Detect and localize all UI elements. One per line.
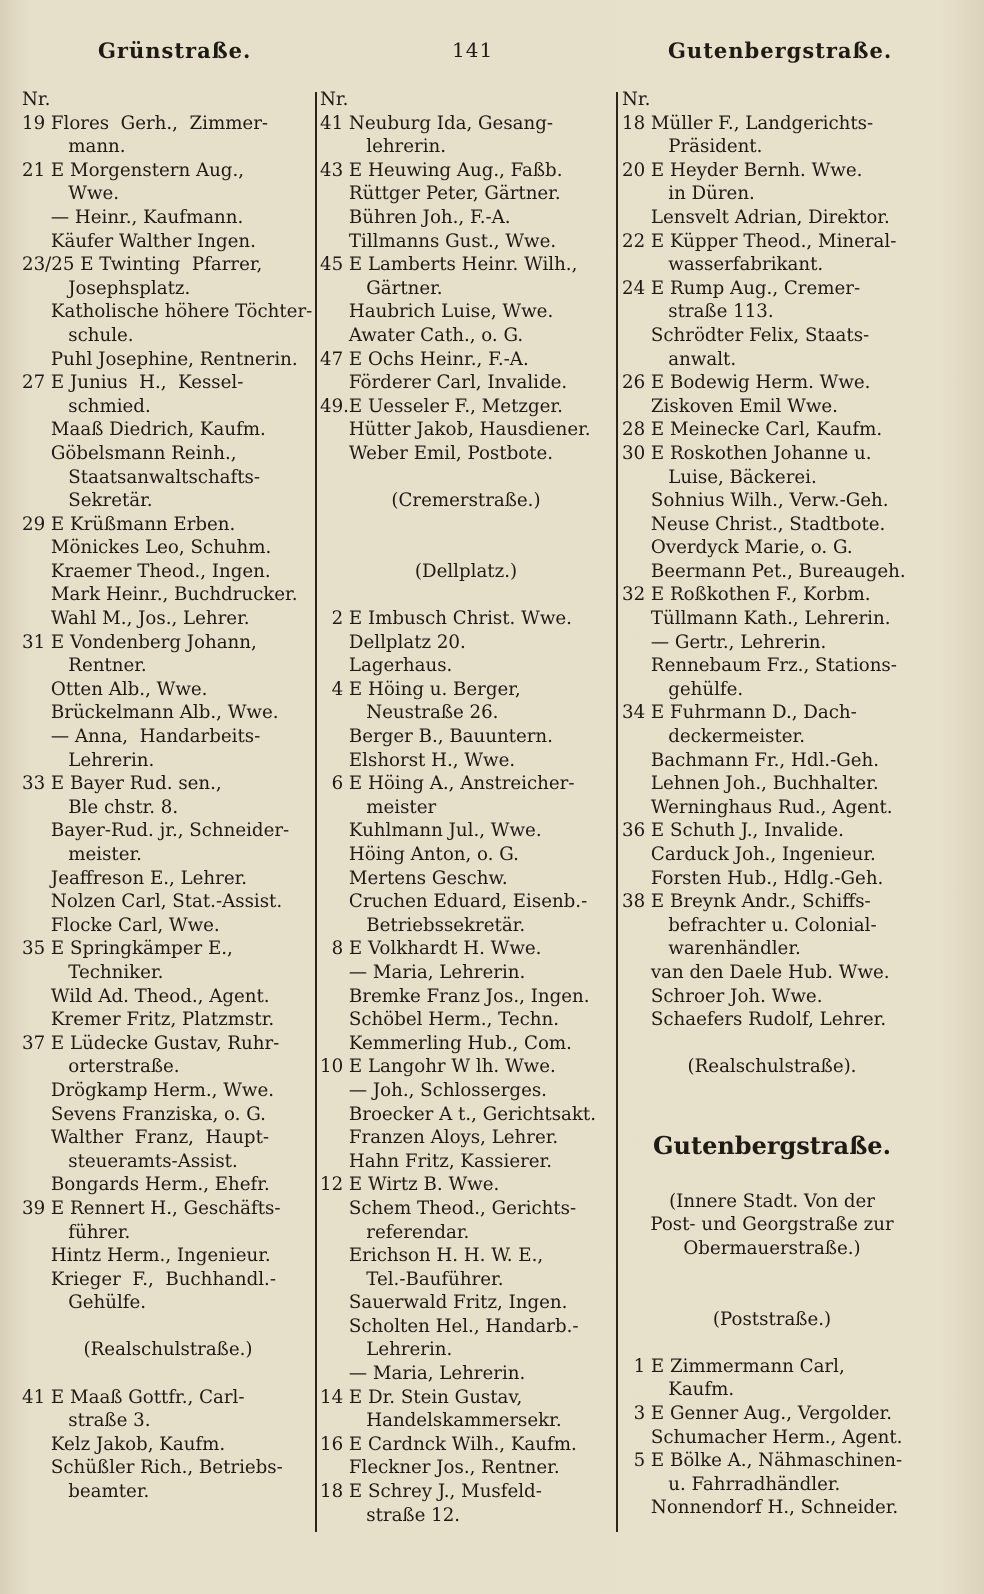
directory-line: 14 E Dr. Stein Gustav, — [320, 1386, 523, 1408]
directory-line: Sevens Franziska, o. G. — [22, 1103, 266, 1125]
directory-line: Berger B., Bauuntern. — [320, 726, 553, 748]
directory-line: Franzen Aloys, Lehrer. — [320, 1127, 559, 1149]
directory-line: 41 E Maaß Gottfr., Carl- — [22, 1386, 245, 1408]
directory-line: Rennebaum Frz., Stations- — [622, 655, 897, 677]
directory-line: 47 E Ochs Heinr., F.-A. — [320, 348, 529, 370]
directory-line: Gärtner. — [320, 277, 443, 299]
directory-line: Rüttger Peter, Gärtner. — [320, 183, 561, 205]
directory-line: 34 E Fuhrmann D., Dach- — [622, 702, 857, 724]
directory-line — [622, 1261, 922, 1285]
directory-line: Bachmann Fr., Hdl.-Geh. — [622, 749, 880, 771]
directory-line: beamter. — [22, 1481, 150, 1503]
directory-line: Drögkamp Herm., Wwe. — [22, 1079, 275, 1101]
directory-line: Bongards Herm., Ehefr. — [22, 1174, 270, 1196]
directory-line: Kelz Jakob, Kaufm. — [22, 1433, 226, 1455]
directory-line: Tillmanns Gust., Wwe. — [320, 230, 557, 252]
directory-line — [622, 1284, 922, 1308]
directory-line: warenhändler. — [622, 938, 801, 960]
directory-line: referendar. — [320, 1221, 470, 1243]
directory-line: 16 E Cardnck Wilh., Kaufm. — [320, 1433, 577, 1455]
directory-line: 33 E Bayer Rud. sen., — [22, 773, 222, 795]
directory-line: Sekretär. — [22, 490, 153, 512]
directory-line: 24 E Rump Aug., Cremer- — [622, 277, 861, 299]
directory-line: wasserfabrikant. — [622, 254, 824, 276]
directory-line: Sauerwald Fritz, Ingen. — [320, 1292, 568, 1314]
directory-line: Käufer Walther Ingen. — [22, 230, 256, 252]
section-title: Gutenbergstraße. — [653, 1131, 891, 1161]
directory-line: Walther Franz, Haupt- — [22, 1127, 270, 1149]
directory-line: 5 E Bölke A., Nähmaschinen- — [622, 1450, 903, 1472]
directory-line: Beermann Pet., Bureaugeh. — [622, 560, 906, 582]
directory-line: Weber Emil, Postbote. — [320, 442, 554, 464]
directory-line: Handelskammersekr. — [320, 1410, 562, 1432]
directory-line: meister — [320, 796, 437, 818]
directory-line: Techniker. — [22, 961, 164, 983]
page-number: 141 — [452, 38, 494, 62]
directory-line: Luise, Bäckerei. — [622, 466, 817, 488]
directory-line: 27 E Junius H., Kessel- — [22, 372, 244, 394]
directory-line: 37 E Lüdecke Gustav, Ruhr- — [22, 1032, 280, 1054]
directory-line: Forsten Hub., Hdlg.-Geh. — [622, 867, 884, 889]
directory-line: Schaefers Rudolf, Lehrer. — [622, 1009, 887, 1031]
directory-line: Kaufm. — [622, 1379, 735, 1401]
directory-line: Otten Alb., Wwe. — [22, 678, 208, 700]
directory-line: 2 E Imbusch Christ. Wwe. — [320, 608, 572, 630]
directory-line: straße 12. — [320, 1504, 461, 1526]
directory-line: Bayer-Rud. jr., Schneider- — [22, 820, 290, 842]
directory-line: befrachter u. Colonial- — [622, 914, 877, 936]
directory-line: Awater Cath., o. G. — [320, 324, 524, 346]
directory-line: 36 E Schuth J., Invalide. — [622, 820, 844, 842]
directory-line: Wild Ad. Theod., Agent. — [22, 985, 270, 1007]
column-divider-1 — [315, 92, 317, 1532]
directory-line: Kraemer Theod., Ingen. — [22, 560, 271, 582]
directory-line: Ziskoven Emil Wwe. — [622, 395, 838, 417]
directory-line: Sohnius Wilh., Verw.-Geh. — [622, 490, 889, 512]
directory-line: — Maria, Lehrerin. — [320, 961, 526, 983]
directory-line: 22 E Küpper Theod., Mineral- — [622, 230, 897, 252]
directory-line: Neustraße 26. — [320, 702, 499, 724]
directory-line: Lagerhaus. — [320, 655, 453, 677]
directory-line: Präsident. — [622, 136, 763, 158]
directory-line: 12 E Wirtz B. Wwe. — [320, 1174, 500, 1196]
directory-line: 10 E Langohr W lh. Wwe. — [320, 1056, 556, 1078]
column-1 — [22, 88, 314, 1504]
directory-line: Hintz Herm., Ingenieur. — [22, 1245, 271, 1267]
directory-line — [320, 513, 612, 537]
directory-line: Nr. — [320, 89, 349, 110]
directory-line: Kuhlmann Jul., Wwe. — [320, 820, 542, 842]
directory-line: 18 E Schrey J., Musfeld- — [320, 1481, 542, 1503]
directory-line: Staatsanwaltschafts- — [22, 466, 261, 488]
directory-line: — Heinr., Kaufmann. — [22, 206, 244, 228]
directory-line: führer. — [22, 1221, 131, 1243]
directory-line: straße 3. — [22, 1410, 151, 1432]
directory-line: anwalt. — [622, 348, 737, 370]
directory-line: — Anna, Handarbeits- — [22, 726, 261, 748]
directory-line: Lensvelt Adrian, Direktor. — [622, 206, 890, 228]
directory-line: deckermeister. — [622, 726, 806, 748]
directory-line: Mönickes Leo, Schuhm. — [22, 537, 272, 559]
section-heading: (Innere Stadt. Von der — [669, 1190, 875, 1212]
directory-line: Hahn Fritz, Kassierer. — [320, 1150, 553, 1172]
directory-line: Puhl Josephine, Rentnerin. — [22, 348, 298, 370]
directory-line: Kemmerling Hub., Com. — [320, 1032, 572, 1054]
directory-line: lehrerin. — [320, 136, 447, 158]
section-heading: Obermauerstraße.) — [683, 1237, 861, 1259]
directory-line: steueramts-Assist. — [22, 1150, 238, 1172]
directory-line — [622, 1103, 922, 1127]
directory-line: 8 E Volkhardt H. Wwe. — [320, 938, 542, 960]
directory-line: Ble chstr. 8. — [22, 796, 179, 818]
directory-line: Mertens Geschw. — [320, 867, 508, 889]
directory-line: Gehülfe. — [22, 1292, 147, 1314]
directory-line: Nr. — [622, 89, 651, 110]
directory-line: 38 E Breynk Andr., Schiffs- — [622, 891, 871, 913]
directory-line: 1 E Zimmermann Carl, — [622, 1355, 845, 1377]
header-left-street: Grünstraße. — [98, 38, 252, 63]
directory-line: Wahl M., Jos., Lehrer. — [22, 608, 250, 630]
directory-line: 30 E Roskothen Johanne u. — [622, 442, 872, 464]
directory-line: Nr. — [22, 89, 51, 110]
directory-line — [622, 1079, 922, 1103]
directory-line: 49.E Uesseler F., Metzger. — [320, 395, 563, 417]
directory-line: Brückelmann Alb., Wwe. — [22, 702, 279, 724]
directory-line: Schrödter Felix, Staats- — [622, 324, 870, 346]
directory-line: in Düren. — [622, 183, 755, 205]
directory-line: Hütter Jakob, Hausdiener. — [320, 419, 591, 441]
directory-line: 35 E Springkämper E., — [22, 938, 233, 960]
directory-line: van den Daele Hub. Wwe. — [622, 961, 890, 983]
directory-line — [320, 536, 612, 560]
directory-line: Tüllmann Kath., Lehrerin. — [622, 608, 891, 630]
directory-line: Scholten Hel., Handarb.- — [320, 1315, 579, 1337]
directory-line: 18 Müller F., Landgerichts- — [622, 112, 874, 134]
directory-line — [320, 466, 612, 490]
directory-line: 29 E Krüßmann Erben. — [22, 513, 236, 535]
directory-line: orterstraße. — [22, 1056, 180, 1078]
directory-line: 43 E Heuwing Aug., Faßb. — [320, 159, 563, 181]
header-right-street: Gutenbergstraße. — [668, 38, 893, 63]
directory-line: Maaß Diedrich, Kaufm. — [22, 419, 266, 441]
directory-line: Nonnendorf H., Schneider. — [622, 1497, 899, 1519]
section-heading: (Dellplatz.) — [414, 560, 518, 582]
directory-line: Haubrich Luise, Wwe. — [320, 301, 554, 323]
directory-line: straße 113. — [622, 301, 774, 323]
column-2 — [320, 88, 612, 1527]
directory-line: schmied. — [22, 395, 151, 417]
directory-line: Schumacher Herm., Agent. — [622, 1426, 903, 1448]
directory-line: Kremer Fritz, Platzmstr. — [22, 1009, 275, 1031]
directory-line: 28 E Meinecke Carl, Kaufm. — [622, 419, 883, 441]
directory-line: Förderer Carl, Invalide. — [320, 372, 568, 394]
directory-line: Bremke Franz Jos., Ingen. — [320, 985, 590, 1007]
section-heading: (Realschulstraße.) — [83, 1339, 253, 1361]
directory-line: 3 E Genner Aug., Vergolder. — [622, 1403, 892, 1425]
directory-line: Carduck Joh., Ingenieur. — [622, 844, 876, 865]
directory-line: — Joh., Schlosserges. — [320, 1079, 547, 1101]
directory-line: Schöbel Herm., Techn. — [320, 1009, 560, 1031]
directory-line: meister. — [22, 844, 142, 865]
directory-line: Lehnen Joh., Buchhalter. — [622, 773, 879, 795]
column-divider-2 — [616, 92, 618, 1532]
directory-line: Elshorst H., Wwe. — [320, 749, 516, 771]
directory-line: Wwe. — [22, 183, 120, 205]
directory-line: 32 E Roßkothen F., Korbm. — [622, 584, 871, 606]
directory-line: u. Fahrradhändler. — [622, 1473, 841, 1495]
directory-line — [320, 583, 612, 607]
directory-line — [622, 1032, 922, 1056]
directory-line: Werninghaus Rud., Agent. — [622, 796, 893, 818]
directory-line — [622, 1331, 922, 1355]
directory-line: Tel.-Bauführer. — [320, 1268, 504, 1290]
directory-line: 19 Flores Gerh., Zimmer- — [22, 112, 269, 134]
directory-line: Flocke Carl, Wwe. — [22, 914, 220, 936]
directory-line: Cruchen Eduard, Eisenb.- — [320, 891, 588, 913]
directory-line: Höing Anton, o. G. — [320, 844, 519, 865]
directory-line: 6 E Höing A., Anstreicher- — [320, 773, 575, 795]
directory-line: — Maria, Lehrerin. — [320, 1363, 526, 1385]
directory-line — [22, 1315, 314, 1339]
directory-line: Schüßler Rich., Betriebs- — [22, 1457, 283, 1479]
section-heading: (Cremerstraße.) — [391, 490, 541, 512]
directory-line: Mark Heinr., Buchdrucker. — [22, 584, 298, 606]
directory-line: 20 E Heyder Bernh. Wwe. — [622, 159, 863, 181]
directory-line: 39 E Rennert H., Geschäfts- — [22, 1197, 281, 1219]
directory-line: gehülfe. — [622, 678, 744, 700]
directory-line: Nolzen Carl, Stat.-Assist. — [22, 891, 283, 913]
directory-line: Overdyck Marie, o. G. — [622, 537, 853, 559]
directory-line: 4 E Höing u. Berger, — [320, 678, 521, 700]
directory-line: Erichson H. H. W. E., — [320, 1245, 544, 1267]
directory-line: mann. — [22, 136, 126, 158]
directory-line: Betriebssekretär. — [320, 914, 526, 936]
directory-line: Dellplatz 20. — [320, 631, 466, 653]
directory-line — [22, 1362, 314, 1386]
directory-line: Krieger F., Buchhandl.- — [22, 1268, 276, 1290]
directory-line: Lehrerin. — [320, 1339, 453, 1361]
directory-line: Katholische höhere Töchter- — [22, 301, 313, 323]
section-heading: (Realschulstraße). — [687, 1056, 857, 1078]
directory-line: 21 E Morgenstern Aug., — [22, 159, 245, 181]
directory-line: — Gertr., Lehrerin. — [622, 631, 827, 653]
directory-line: 23/25 E Twinting Pfarrer, — [22, 254, 263, 276]
section-heading: (Poststraße.) — [712, 1308, 832, 1330]
directory-line: 41 Neuburg Ida, Gesang- — [320, 112, 553, 134]
directory-line: Rentner. — [22, 655, 147, 677]
directory-line — [622, 1166, 922, 1190]
directory-line: Neuse Christ., Stadtbote. — [622, 513, 886, 535]
directory-line: Jeaffreson E., Lehrer. — [22, 867, 248, 889]
directory-line: Lehrerin. — [22, 749, 155, 771]
section-heading: Post- und Georgstraße zur — [650, 1214, 894, 1236]
directory-line: Schem Theod., Gerichts- — [320, 1197, 577, 1219]
directory-line: Fleckner Jos., Rentner. — [320, 1457, 560, 1479]
directory-line: Broecker A t., Gerichtsakt. — [320, 1103, 596, 1125]
directory-line: Bühren Joh., F.-A. — [320, 206, 511, 228]
column-3 — [622, 88, 922, 1520]
directory-line: 26 E Bodewig Herm. Wwe. — [622, 372, 871, 394]
directory-line: schule. — [22, 324, 134, 346]
directory-line: Schroer Joh. Wwe. — [622, 985, 823, 1007]
directory-line: Josephsplatz. — [22, 277, 191, 299]
directory-line: Göbelsmann Reinh., — [22, 442, 237, 464]
directory-line: 45 E Lamberts Heinr. Wilh., — [320, 254, 578, 276]
directory-line: 31 E Vondenberg Johann, — [22, 631, 257, 653]
